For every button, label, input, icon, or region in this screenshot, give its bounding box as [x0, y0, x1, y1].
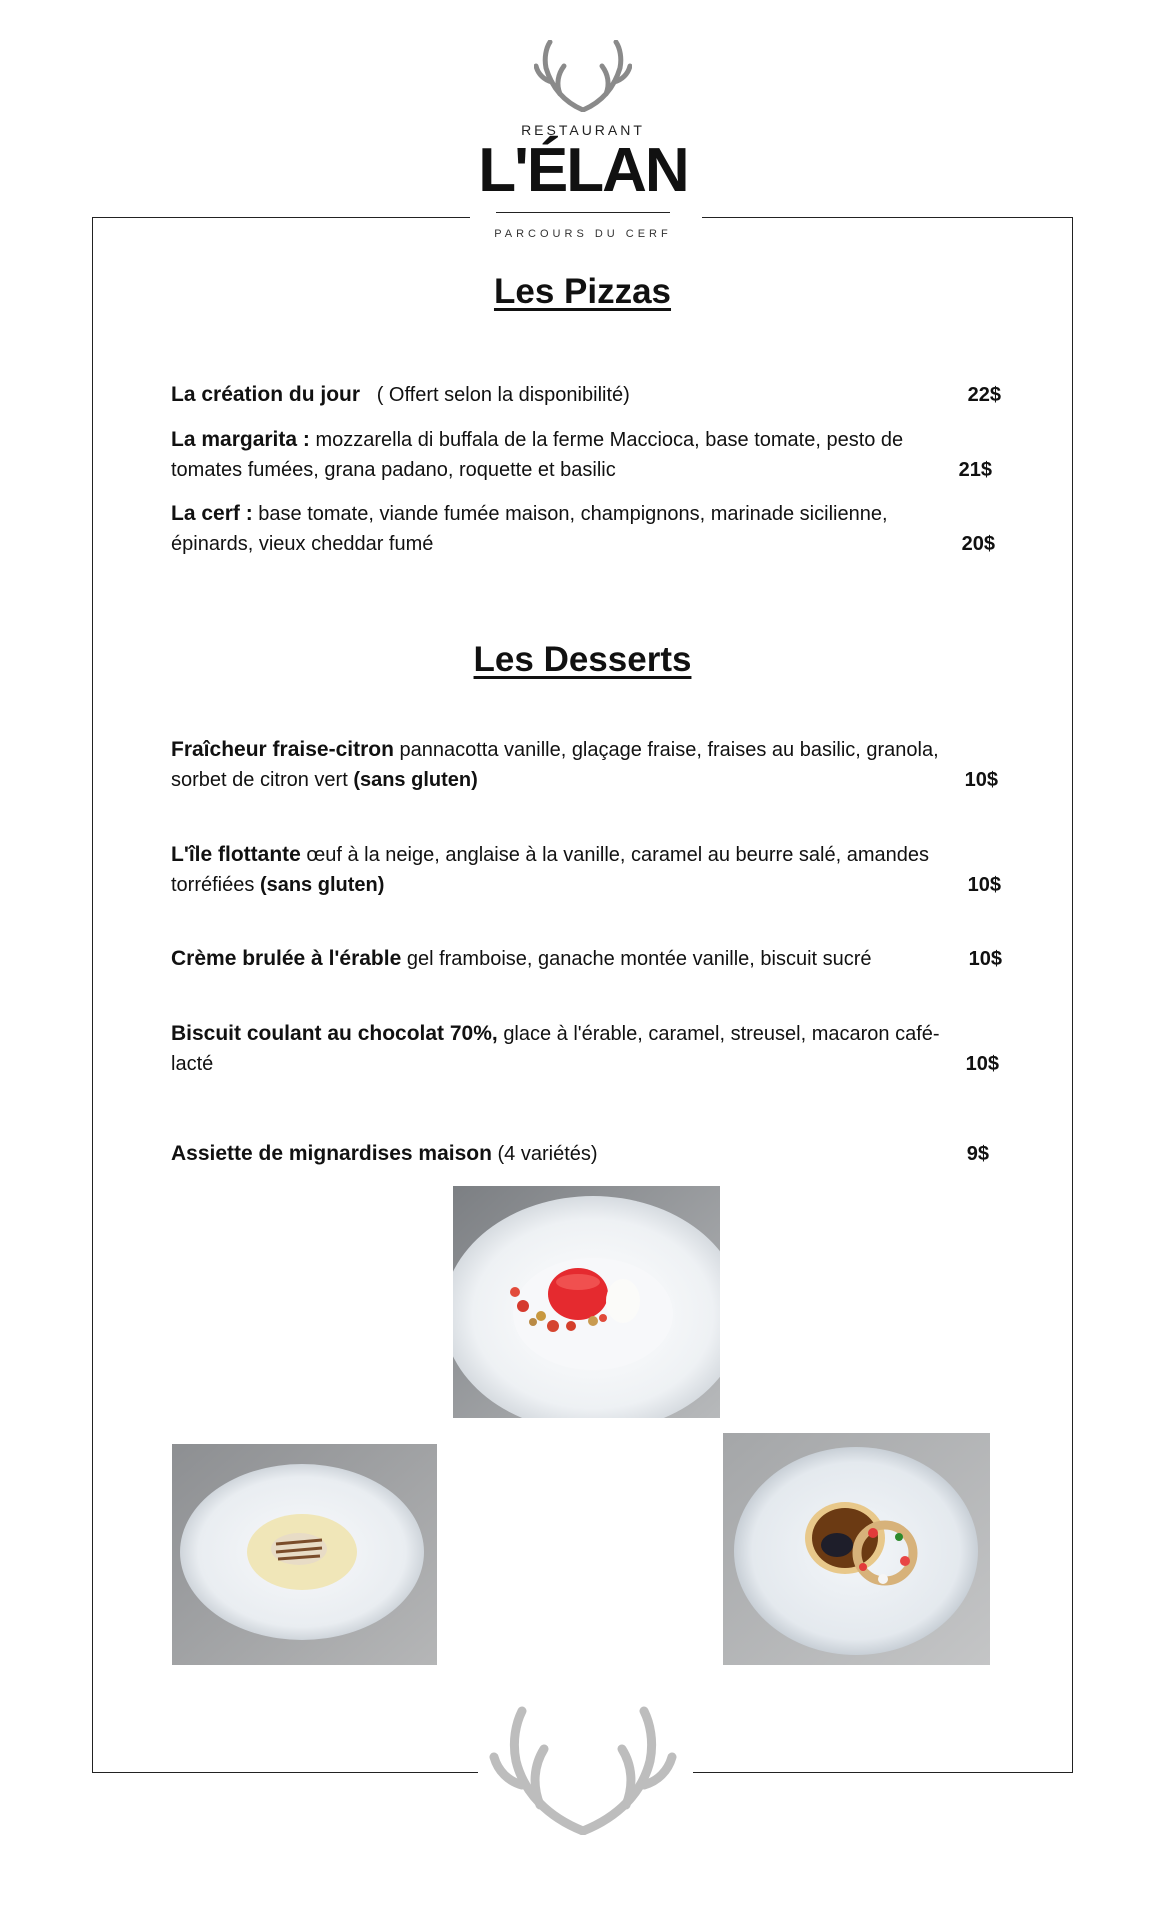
menu-item-mignardises — [171, 1139, 989, 1169]
item-dietary-note: (sans gluten) — [353, 769, 478, 791]
item-name: Crème brulée à l'érable — [171, 947, 402, 970]
menu-item-fraicheur-price-row — [171, 765, 998, 795]
logo-tagline: PARCOURS DU CERF — [494, 228, 672, 240]
item-price: 20$ — [961, 533, 995, 555]
menu-item-creation-du-jour — [171, 380, 1001, 410]
item-name: La margarita : — [171, 428, 310, 451]
item-description: œuf à la neige, anglaise à la vanille, caramel au beurre salé, amandes torréfiées — [171, 844, 929, 896]
item-name: L'île flottante — [171, 843, 301, 866]
item-name: La cerf : — [171, 502, 253, 525]
photo-creme-brulee-dessert — [723, 1433, 990, 1665]
antlers-bottom-icon — [488, 1705, 678, 1835]
item-name: Biscuit coulant au chocolat 70%, — [171, 1022, 498, 1045]
item-price: 21$ — [958, 459, 992, 481]
restaurant-logo — [468, 40, 698, 245]
item-description: base tomate, viande fumée maison, champignons, marinade sicilienne, épinards, vieux cheddar fumé — [171, 503, 888, 555]
section-title-pizzas: Les Pizzas — [493, 272, 672, 311]
item-price: 10$ — [965, 1053, 999, 1075]
menu-item-margarita-price-row — [171, 455, 992, 485]
item-name: Assiette de mignardises maison — [171, 1142, 492, 1165]
item-name: La création du jour — [171, 383, 361, 406]
item-description: mozzarella di buffala de la ferme Maccioca, base tomate, pesto de tomates fumées, grana padano, roquette et basilic — [171, 429, 904, 481]
item-price: 10$ — [964, 769, 998, 791]
item-description: gel framboise, ganache montée vanille, biscuit sucré — [406, 948, 872, 970]
antlers-icon — [534, 40, 632, 112]
item-name: Fraîcheur fraise-citron — [171, 738, 394, 761]
item-price: 9$ — [966, 1143, 989, 1165]
item-note: ( Offert selon la disponibilité) — [376, 384, 630, 406]
item-price: 10$ — [967, 874, 1001, 896]
item-note: (4 variétés) — [497, 1143, 598, 1165]
item-description: glace à l'érable, caramel, streusel, macaron café-lacté — [171, 1023, 940, 1075]
item-price: 10$ — [968, 948, 1002, 970]
menu-item-cerf-price-row — [171, 529, 995, 559]
item-dietary-note: (sans gluten) — [259, 874, 385, 896]
photo-ile-flottante-dessert — [172, 1444, 437, 1665]
logo-rule — [496, 212, 670, 213]
item-description: pannacotta vanille, glaçage fraise, fraises au basilic, granola, sorbet de citron vert — [171, 739, 939, 791]
menu-item-creme-brulee — [171, 944, 1002, 974]
logo-restaurant-text: RESTAURANT — [521, 122, 645, 138]
item-price: 22$ — [967, 384, 1001, 406]
menu-item-ile-flottante-price-row — [171, 870, 1001, 900]
photo-fraicheur-dessert — [453, 1186, 720, 1418]
menu-item-biscuit-coulant-price-row — [171, 1049, 999, 1079]
logo-brand-name: L'ÉLAN — [478, 136, 688, 205]
section-title-desserts: Les Desserts — [473, 640, 692, 679]
